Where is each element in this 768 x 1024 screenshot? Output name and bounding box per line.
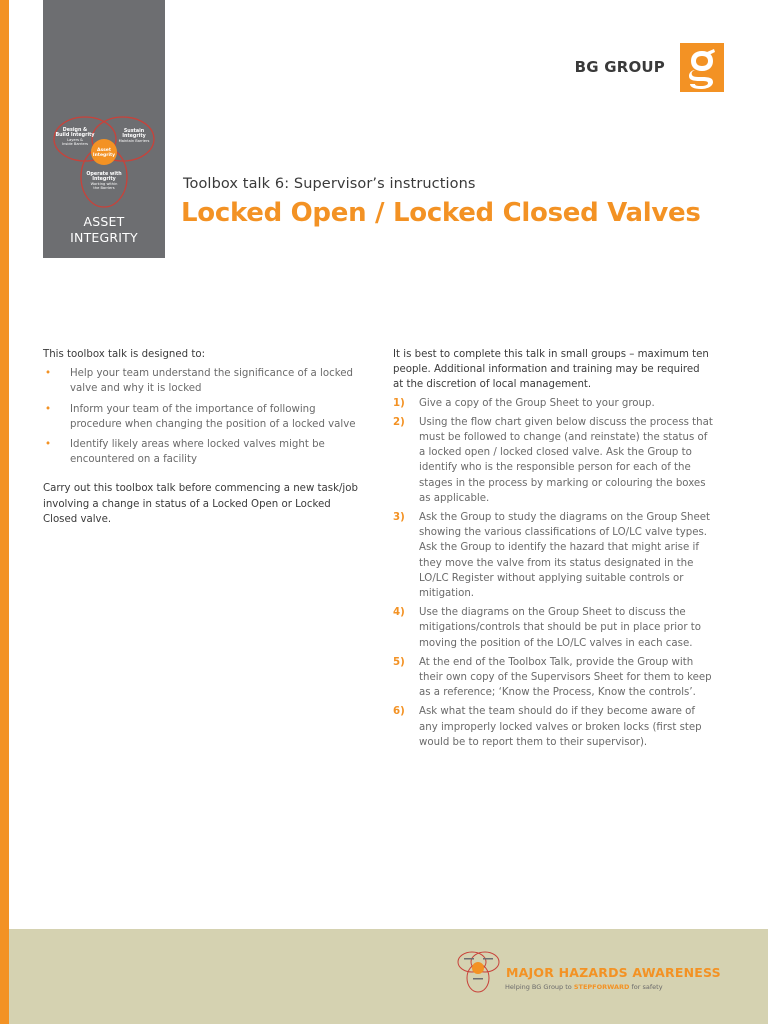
step-item [393, 655, 713, 701]
page-subtitle: Toolbox talk 6: Supervisor’s instructions [183, 176, 476, 192]
tagline-pre: Helping BG Group to [505, 983, 574, 991]
objectives-list [43, 366, 358, 467]
step-text: Ask the Group to study the diagrams on the Group Sheet showing the various classifications of LO/LC valve types. Ask the Group to identify the hazard that might arise if they move the valve from its status designated in the LO/LC Register without applying suitable controls or mitigation. [419, 512, 711, 600]
asset-integrity-title [43, 214, 165, 246]
step-item [393, 415, 713, 506]
bullet-icon: • [45, 368, 52, 380]
step-text: Use the diagrams on the Group Sheet to discuss the mitigations/controls that should be put in place prior to moving the position of the LO/LC valves in each case. [419, 607, 701, 649]
left-intro: This toolbox talk is designed to: [43, 349, 206, 360]
tagline-step: STEP [573, 983, 593, 991]
left-closing: Carry out this toolbox talk before commencing a new task/job involving a change in status of a Locked Open or Locked Closed valve. [43, 483, 358, 525]
step-number: 5) [393, 656, 405, 668]
bg-group-logo-icon [680, 43, 724, 92]
asset-integrity-emblem-icon [455, 948, 501, 996]
step-text: Using the flow chart given below discuss the process that must be followed to change (and reinstate) the status of a locked open / locked closed valve. Ask the Group to identify who is the responsible person for each of the stages in the process by marking or colouring the boxes as applicable. [419, 416, 713, 504]
step-item [393, 704, 713, 750]
tagline-forward: FORWARD [592, 983, 630, 991]
right-intro: It is best to complete this talk in small groups – maximum ten people. Additional information and training may be required at the discretion of local management. [393, 349, 709, 391]
step-item [393, 605, 713, 651]
list-item-text: Help your team understand the significance of a locked valve and why it is locked [70, 368, 353, 395]
venn-bottom-label-2: Integrity [92, 177, 116, 182]
left-column [43, 347, 358, 527]
bullet-icon: • [45, 439, 52, 451]
step-item [393, 510, 713, 601]
steps-list [393, 396, 713, 750]
step-number: 1) [393, 397, 405, 409]
list-item-text: Inform your team of the importance of following procedure when changing the position of a locked valve [70, 403, 356, 430]
step-number: 2) [393, 416, 405, 428]
asset-integrity-title-line2: INTEGRITY [70, 230, 138, 245]
venn-bottom-sub-1: Working within [90, 182, 118, 186]
step-text: Ask what the team should do if they become aware of any improperly locked valves or broken locks (first step would be to report them to their supervisor). [419, 706, 702, 748]
venn-right-label-2: Integrity [122, 134, 146, 139]
bullet-icon: • [45, 403, 52, 415]
venn-bottom-label-1: Operate with [86, 172, 122, 177]
step-item [393, 396, 713, 411]
step-text: At the end of the Toolbox Talk, provide the Group with their own copy of the Supervisors Sheet for them to keep as a reference; ‘Know the Process, Know the controls’. [419, 656, 712, 699]
step-number: 4) [393, 607, 405, 619]
asset-integrity-venn-diagram [43, 115, 165, 215]
list-item-text: Identify likely areas where locked valves might be encountered on a facility [70, 439, 325, 466]
footer-title: MAJOR HAZARDS AWARENESS [506, 965, 721, 980]
venn-bottom-sub-2: the Barriers [93, 186, 115, 190]
venn-center-label-1: Asset [96, 148, 112, 153]
list-item [43, 437, 358, 467]
step-text: Give a copy of the Group Sheet to your group. [419, 397, 655, 409]
asset-integrity-title-line1: ASSET [83, 214, 125, 229]
footer-band [9, 929, 768, 1024]
venn-left-sub-2: Inside Barriers [62, 142, 88, 146]
page-title: Locked Open / Locked Closed Valves [181, 198, 701, 228]
brand-name: BG GROUP [574, 58, 665, 76]
list-item [43, 402, 358, 432]
step-number: 3) [393, 512, 405, 524]
tagline-post: for safety [629, 983, 663, 991]
footer-tagline [505, 983, 663, 991]
venn-left-sub-1: Layers & [67, 138, 83, 142]
asset-integrity-panel [43, 0, 165, 258]
venn-right-label-1: Sustain [123, 129, 145, 134]
right-column [393, 347, 713, 754]
step-number: 6) [393, 706, 405, 718]
venn-left-label-1: Design & [62, 128, 88, 133]
left-accent-rule [0, 0, 9, 1024]
list-item [43, 366, 358, 396]
venn-left-label-2: Build Integrity [55, 133, 95, 138]
venn-center-label-2: Integrity [92, 153, 116, 158]
venn-right-sub-1: Maintain Barriers [118, 139, 150, 143]
